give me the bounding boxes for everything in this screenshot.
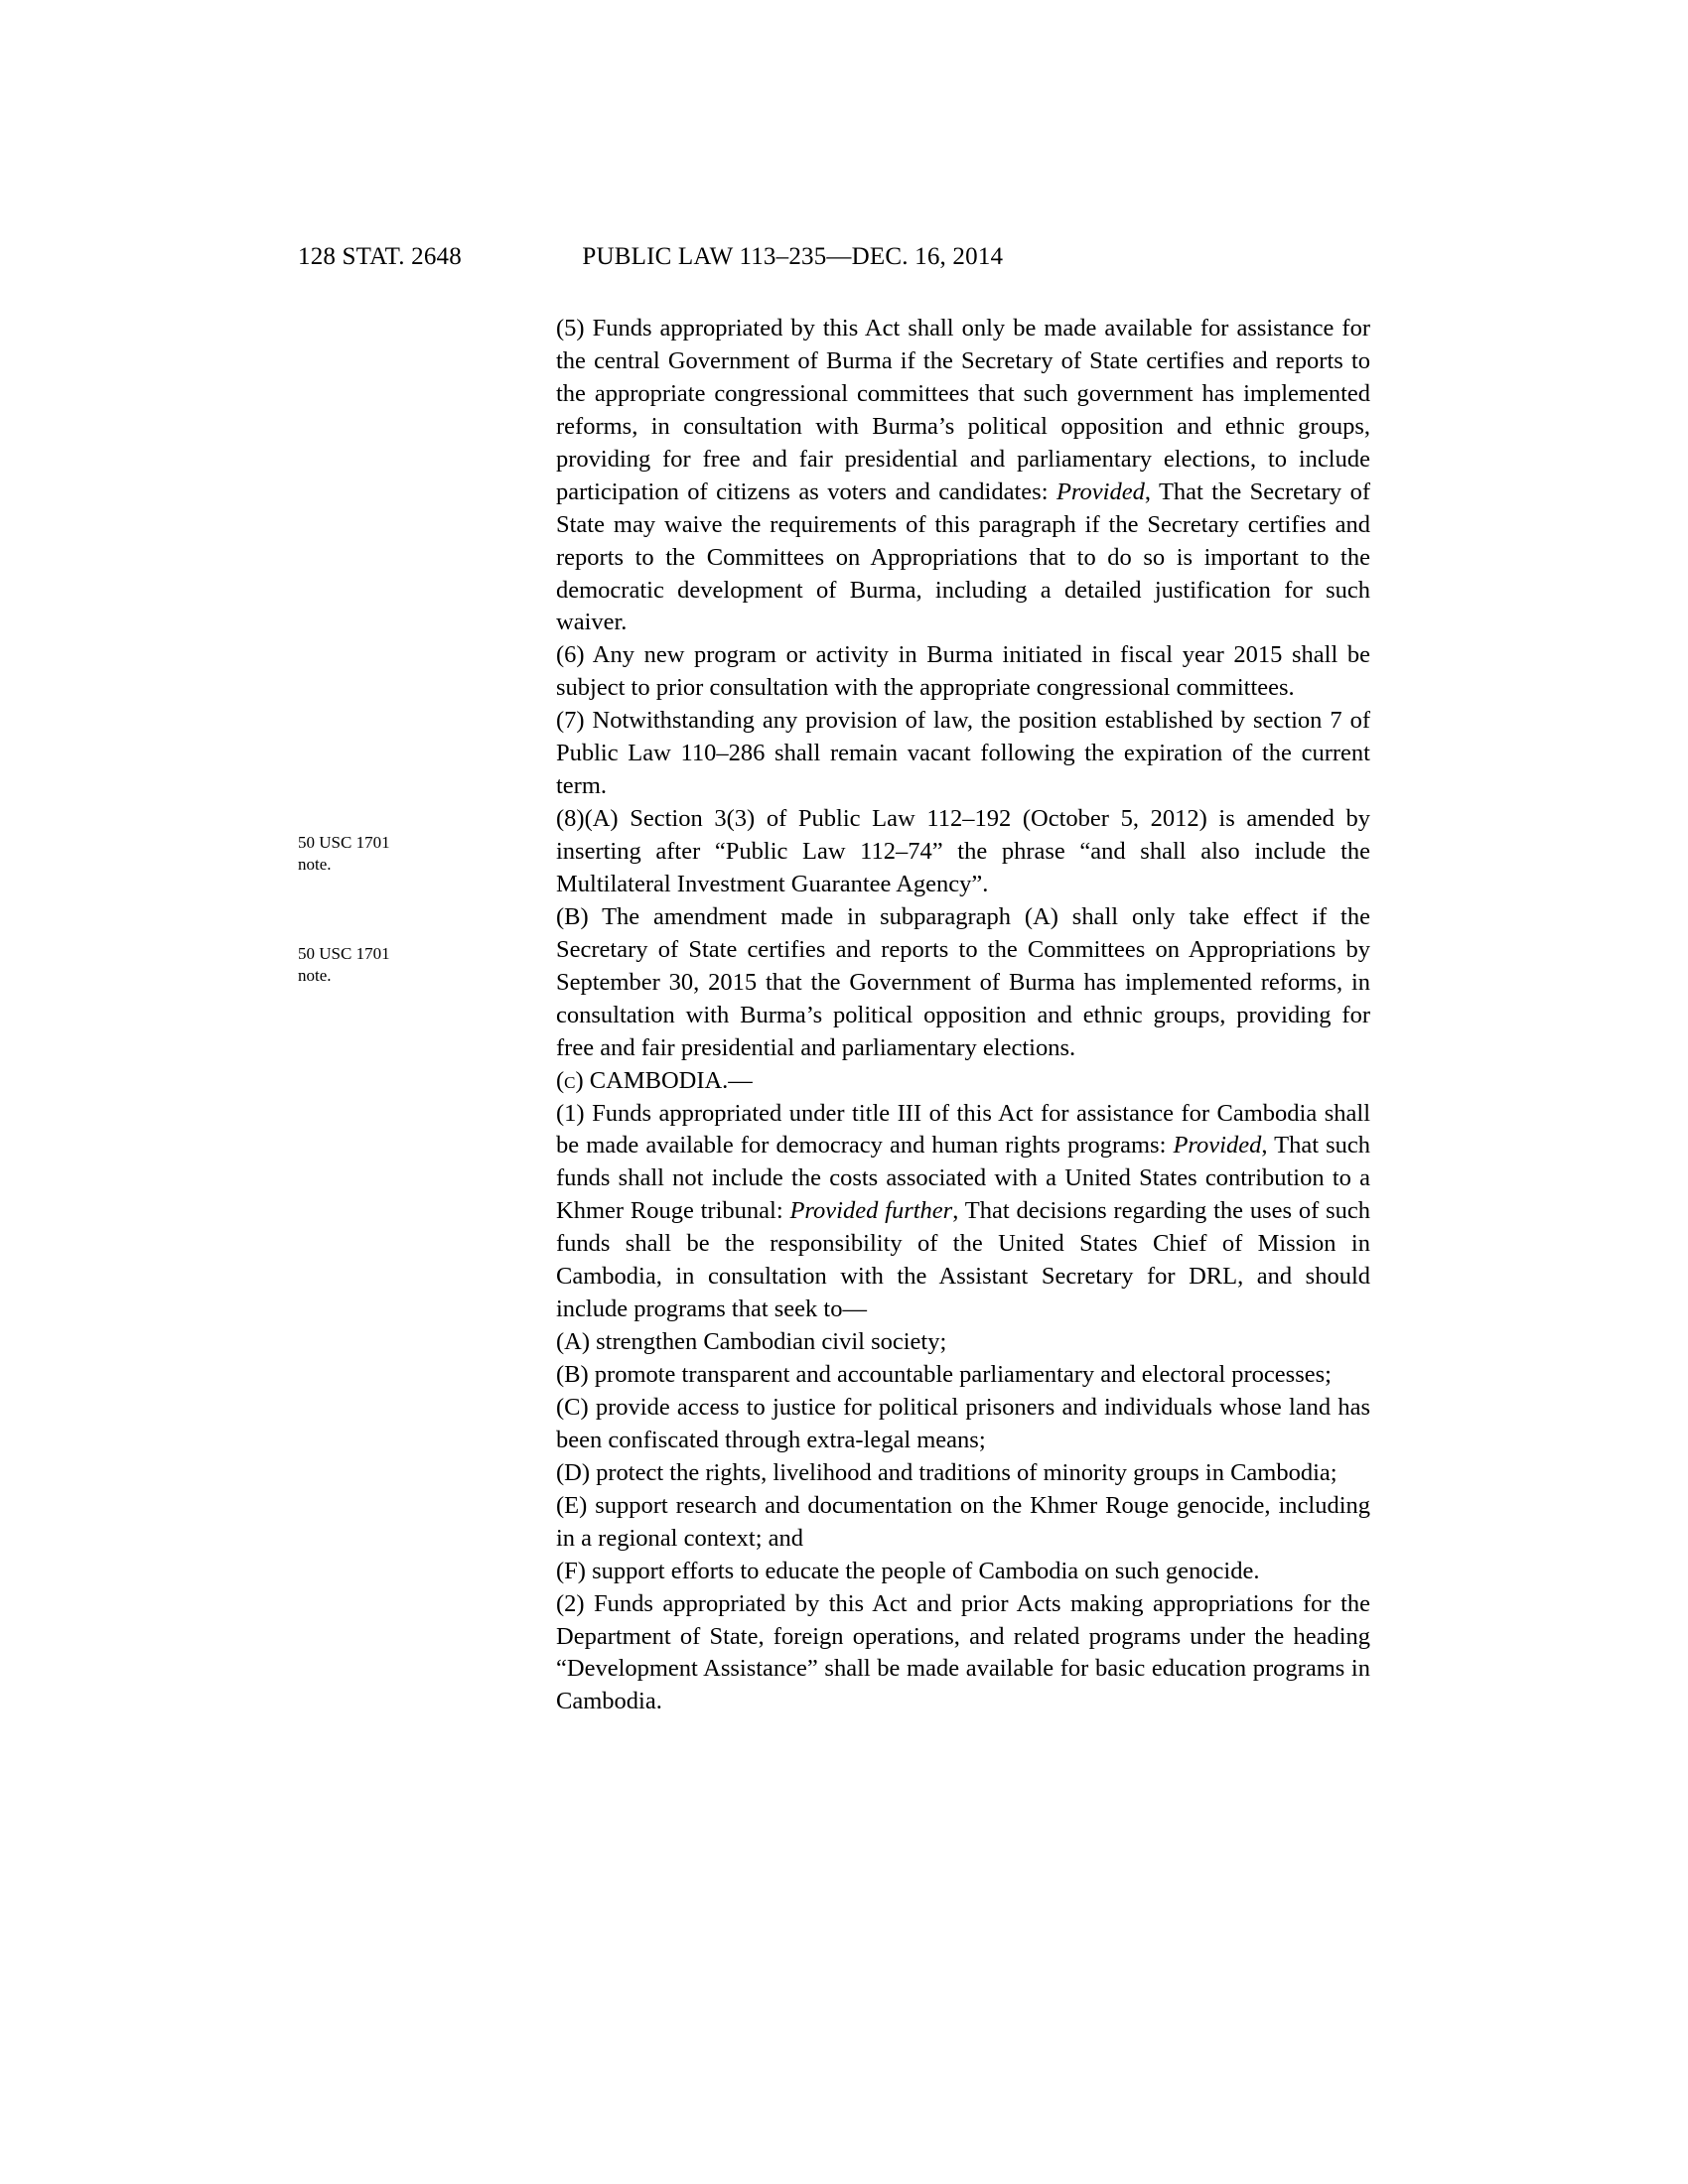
paragraph-7: (7) Notwithstanding any provision of law, the position established by section 7 of Public Law 110–286 shall remain vacant following the expiration of the current term. bbox=[556, 707, 1370, 800]
paragraph-c1-italic2: Provided further bbox=[789, 1197, 953, 1225]
statute-citation: 128 STAT. 2648 bbox=[298, 243, 462, 270]
paragraph-5-text2: , That the Secretary of State may waive the requirements of this paragraph if the Secretary certifies and reports to the Committees on Appropriations that to do so is important to the democratic development of Burma, including a detailed justification for such waiver. bbox=[556, 478, 1370, 636]
paragraph-5-italic: Provided bbox=[1055, 478, 1145, 505]
margin-note-1-line1: 50 USC 1701 bbox=[298, 833, 390, 852]
margin-note-1-line2: note. bbox=[298, 855, 332, 875]
paragraph-8a: (8)(A) Section 3(3) of Public Law 112–192 (October 5, 2012) is amended by inserting after “Public Law 112–74” the phrase “and shall also include the Multilateral Investment Guarantee Agency”. bbox=[556, 805, 1370, 897]
public-law-title: PUBLIC LAW 113–235—DEC. 16, 2014 bbox=[582, 243, 1004, 270]
paragraph-c1-text3: , That decisions regarding the uses of such funds shall be the responsibility of the United States Chief of Mission in Cambodia, in consultation with the Assistant Secretary for DRL, and should include programs that seek to— bbox=[556, 1197, 1371, 1323]
paragraph-5 bbox=[556, 313, 1370, 639]
margin-note-2 bbox=[298, 943, 526, 987]
margin-note-2-line1: 50 USC 1701 bbox=[298, 944, 390, 963]
list-item-b: (B) promote transparent and accountable parliamentary and electoral processes; bbox=[556, 1361, 1332, 1388]
paragraph-c1-text2: , That such funds shall not include the costs associated with a United States contribution to a Khmer Rouge tribunal: bbox=[556, 1132, 1370, 1225]
paragraph-8b: (B) The amendment made in subparagraph (A) shall only take effect if the Secretary of State certifies and reports to the Committees on Appropriations by September 30, 2015 that the Government of Burma has implemented reforms, in consultation with Burma’s political opposition and ethnic groups, providing for free and fair presidential and parliamentary elections. bbox=[556, 902, 1370, 1061]
list-item-d: (D) protect the rights, livelihood and traditions of minority groups in Cambodia; bbox=[556, 1458, 1337, 1486]
paragraph-c1 bbox=[556, 1098, 1370, 1327]
paragraph-c2: (2) Funds appropriated by this Act and prior Acts making appropriations for the Department of State, foreign operations, and related programs under the heading “Development Assistance” shall be made available for basic education programs in Cambodia. bbox=[556, 1589, 1370, 1715]
paragraph-c1-text: (1) Funds appropriated under title III of this Act for assistance for Cambodia shall be made available for democracy and human rights programs: bbox=[556, 1099, 1370, 1160]
list-item-f: (F) support efforts to educate the people of Cambodia on such genocide. bbox=[556, 1557, 1260, 1584]
list-item-e: (E) support research and documentation on the Khmer Rouge genocide, including in a regional context; and bbox=[556, 1491, 1370, 1552]
margin-note-1 bbox=[298, 832, 526, 876]
subsection-c-label: (c) CAMBODIA.— bbox=[556, 1066, 753, 1094]
margin-note-2-line2: note. bbox=[298, 966, 332, 986]
subsection-c-heading bbox=[556, 1065, 1370, 1098]
list-item-a: (A) strengthen Cambodian civil society; bbox=[556, 1328, 947, 1356]
paragraph-c1-italic: Provided bbox=[1173, 1132, 1262, 1160]
paragraph-5-text: (5) Funds appropriated by this Act shall only be made available for assistance for the central Government of Burma if the Secretary of State certifies and reports to the appropriate congressional committees that such government has implemented reforms, in consultation with Burma’s political opposition and ethnic groups, providing for free and fair presidential and parliamentary elections, to include participation of citizens as voters and candidates: bbox=[556, 315, 1370, 505]
paragraph-6: (6) Any new program or activity in Burma initiated in fiscal year 2015 shall be subject to prior consultation with the appropriate congressional committees. bbox=[556, 641, 1370, 702]
page-header bbox=[298, 243, 1390, 271]
body-column bbox=[556, 313, 1370, 1718]
list-item-c: (C) provide access to justice for political prisoners and individuals whose land has been confiscated through extra-legal means; bbox=[556, 1393, 1370, 1453]
